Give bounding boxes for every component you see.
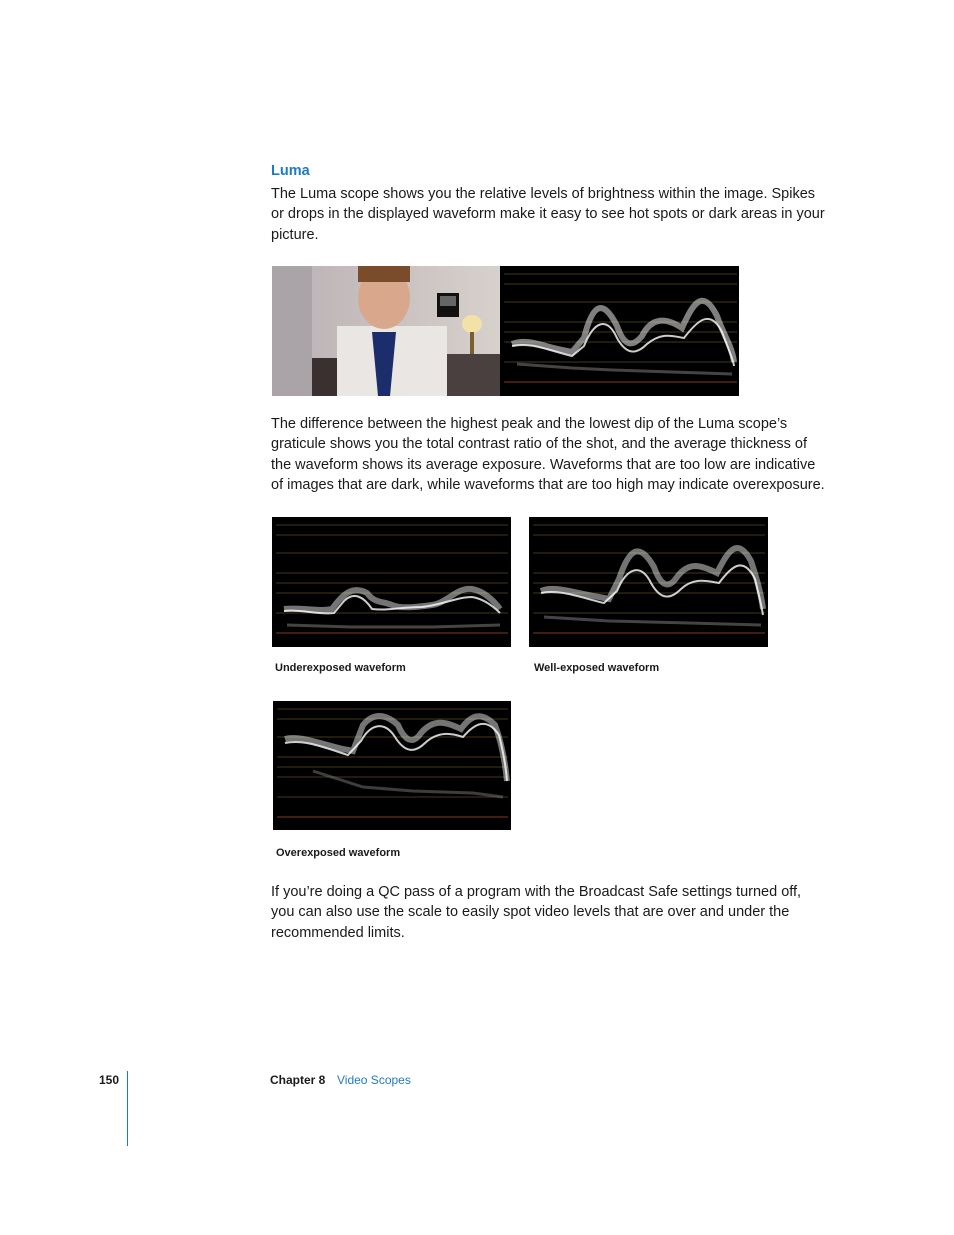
well-exposed-waveform-figure [529,517,768,647]
footer-divider [127,1071,128,1146]
contrast-paragraph: The difference between the highest peak and the lowest dip of the Luma scope’s graticule shows you the total contrast ratio of the shot, and the average thickness of the waveform shows its average exposure. Waveforms that are too low are indicative of images that are dark, while waveforms that are too high may indicate overexposure. [271,416,825,493]
overexposed-caption: Overexposed waveform [276,847,401,859]
well-exposed-waveform [529,517,768,647]
footer-chapter-title: Video Scopes [337,1073,411,1087]
footer-chapter-label: Chapter 8 [270,1073,326,1087]
video-frame-photo [272,266,500,396]
qc-paragraph: If you’re doing a QC pass of a program with the Broadcast Safe settings turned off, you can also use the scale to easily spot video levels that are over and under the recommended limits. [271,884,802,941]
section-heading: Luma [271,163,310,179]
luma-waveform [500,266,739,396]
underexposed-waveform-figure [272,517,511,647]
well-exposed-caption: Well-exposed waveform [534,662,660,674]
luma-example-figure [272,266,739,396]
underexposed-caption: Underexposed waveform [275,662,406,674]
overexposed-waveform-figure [273,701,511,830]
underexposed-waveform [272,517,511,647]
luma-example-image [272,266,739,396]
page-number: 150 [99,1073,120,1087]
overexposed-waveform [273,701,511,830]
intro-paragraph: The Luma scope shows you the relative levels of brightness within the image. Spikes or drops in the displayed waveform make it easy to see hot spots or dark areas in your picture. [271,186,825,243]
